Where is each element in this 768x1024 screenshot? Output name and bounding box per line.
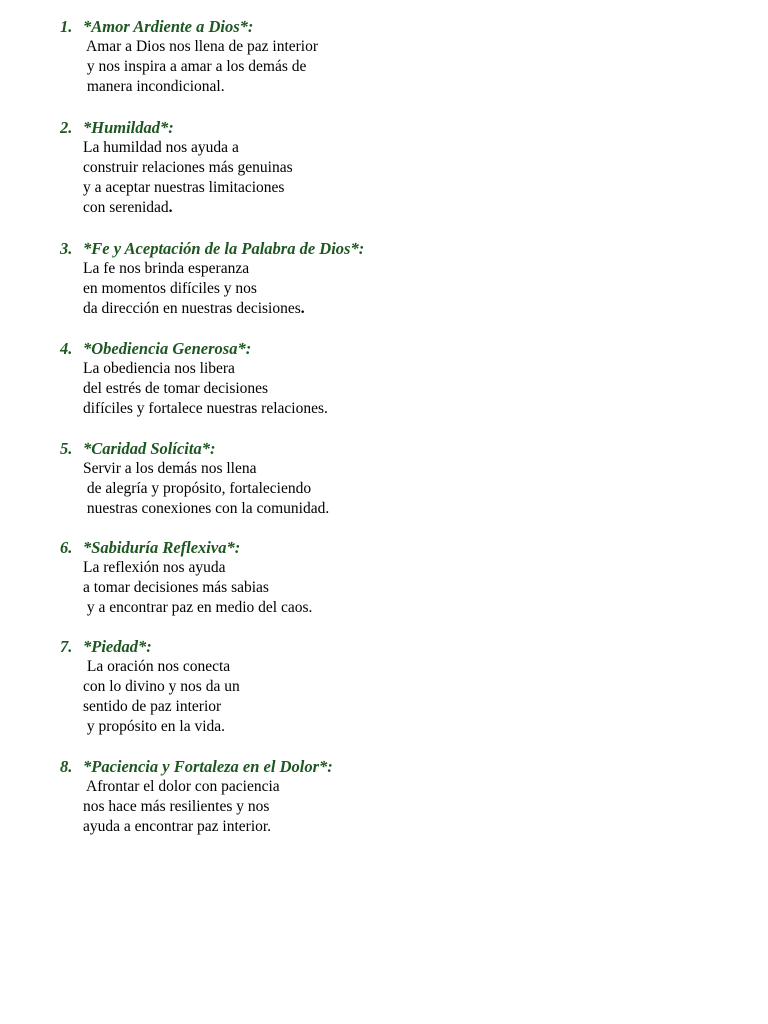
item-number: 7.	[60, 637, 73, 656]
item-text-line: de alegría y propósito, fortaleciendo	[83, 480, 312, 497]
item-text: da dirección en nuestras decisiones	[83, 300, 301, 317]
item-period: .	[168, 199, 173, 216]
item-text-line: construir relaciones más genuinas	[83, 159, 293, 176]
item-text-line: Servir a los demás nos llena	[83, 460, 257, 477]
item-text-line: nuestras conexiones con la comunidad.	[83, 500, 330, 517]
item-heading: *Fe y Aceptación de la Palabra de Dios*:	[83, 239, 365, 258]
item-number: 8.	[60, 757, 73, 776]
item-number: 4.	[60, 339, 73, 358]
item-text-line: y a aceptar nuestras limitaciones	[83, 179, 285, 196]
item-text-line: y nos inspira a amar a los demás de	[83, 58, 307, 75]
item-text-line: La humildad nos ayuda a	[83, 139, 239, 156]
item-text-line: a tomar decisiones más sabias	[83, 579, 269, 596]
item-text-line: manera incondicional.	[83, 78, 225, 95]
item-text-line: La fe nos brinda esperanza	[83, 260, 250, 277]
item-text-line: sentido de paz interior	[83, 698, 222, 715]
item-period: .	[300, 300, 305, 317]
item-text-line: La oración nos conecta	[83, 658, 231, 675]
item-text-line: Afrontar el dolor con paciencia	[83, 778, 280, 795]
item-number: 6.	[60, 538, 73, 557]
item-heading: *Sabiduría Reflexiva*:	[83, 538, 241, 557]
item-number: 3.	[60, 239, 73, 258]
item-heading: *Piedad*:	[83, 637, 152, 656]
item-text-line: y propósito en la vida.	[83, 718, 226, 735]
item-number: 1.	[60, 17, 73, 36]
item-text-line: del estrés de tomar decisiones	[83, 380, 269, 397]
item-text-line: en momentos difíciles y nos	[83, 280, 257, 297]
item-heading: *Paciencia y Fortaleza en el Dolor*:	[83, 757, 333, 776]
item-text-line-with-tail	[83, 299, 305, 319]
item-number: 2.	[60, 118, 73, 137]
item-text-line-with-tail	[83, 198, 173, 218]
item-text-line: con lo divino y nos da un	[83, 678, 240, 695]
item-text-line: y a encontrar paz en medio del caos.	[83, 599, 313, 616]
item-text-line: ayuda a encontrar paz interior.	[83, 818, 272, 835]
item-text: con serenidad	[83, 199, 169, 216]
item-text-line: nos hace más resilientes y nos	[83, 798, 270, 815]
item-text-line: Amar a Dios nos llena de paz interior	[83, 38, 319, 55]
item-text-line: La obediencia nos libera	[83, 360, 235, 377]
item-heading: *Amor Ardiente a Dios*:	[83, 17, 254, 36]
item-heading: *Humildad*:	[83, 118, 174, 137]
item-heading: *Obediencia Generosa*:	[83, 339, 252, 358]
item-number: 5.	[60, 439, 73, 458]
item-text-line: difíciles y fortalece nuestras relaciones.	[83, 400, 328, 417]
item-heading: *Caridad Solícita*:	[83, 439, 216, 458]
item-text-line: La reflexión nos ayuda	[83, 559, 226, 576]
